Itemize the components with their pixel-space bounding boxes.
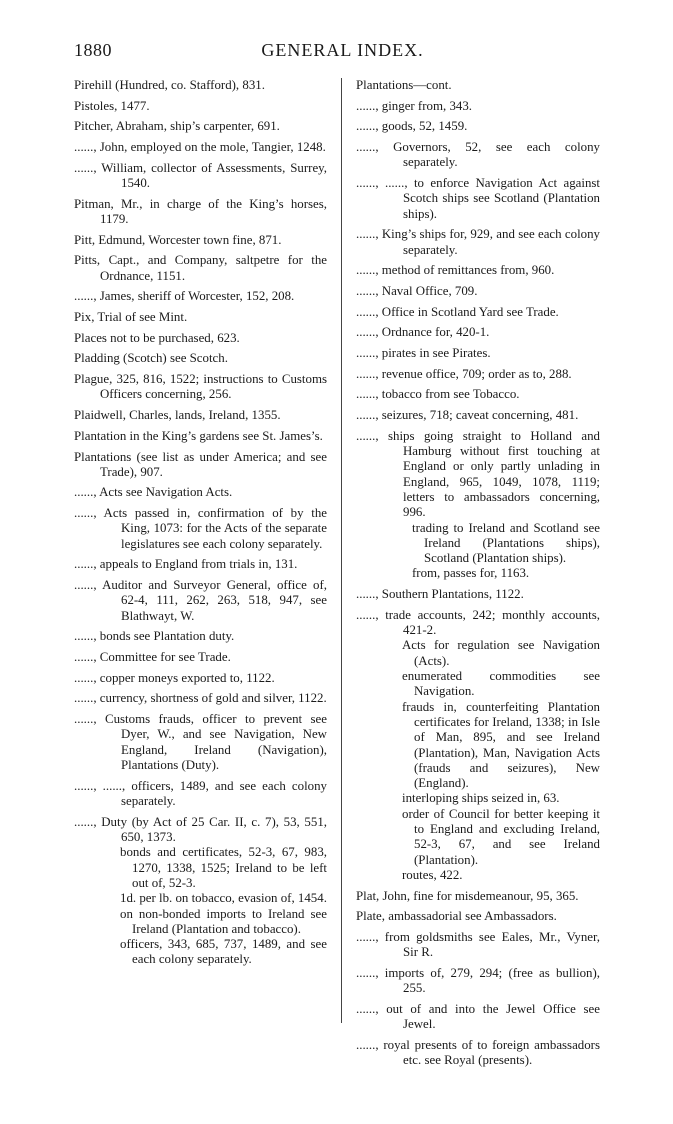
index-entry: ......, out of and into the Jewel Office see Jewel. (356, 1001, 600, 1032)
index-entry: ......, seizures, 718; caveat concerning, 481. (356, 408, 579, 423)
index-entry: ......, Acts see Navigation Acts. (74, 485, 233, 500)
index-entry: ......, John, employed on the mole, Tangier, 1248. (74, 140, 326, 155)
index-entry: Pitt, Edmund, Worcester town fine, 871. (74, 232, 282, 247)
index-entry: Pladding (Scotch) see Scotch. (74, 351, 228, 366)
index-entry: ......, Naval Office, 709. (356, 284, 478, 298)
index-entry: frauds in, counterfeiting Plantation certificates for Ireland, 1338; in Isle of Man, 895, and see Ireland (Plantation), Man, Navigation Acts (frauds and seizures), New (England). (402, 699, 600, 791)
index-entry: ......, revenue office, 709; order as to, 288. (356, 366, 572, 381)
index-entry: ......, tobacco from see Tobacco. (356, 387, 520, 402)
index-entry: ......, method of remittances from, 960. (356, 263, 555, 278)
index-entry: Pirehill (Hundred, co. Stafford), 831. (74, 78, 265, 92)
index-entry: Plantation in the King’s gardens see St. James’s. (74, 428, 323, 443)
index-entry: Places not to be purchased, 623. (74, 330, 240, 345)
index-entry: bonds and certificates, 52-3, 67, 983, 1270, 1338, 1525; Ireland to be left out of, 52-3. (120, 845, 327, 890)
index-entry: Pitcher, Abraham, ship’s carpenter, 691. (74, 119, 280, 134)
index-entry: ......, James, sheriff of Worcester, 152, 208. (74, 289, 295, 304)
index-entry: ......, Auditor and Surveyor General, office of, 62-4, 111, 262, 263, 518, 947, see Blathwayt, W. (74, 578, 327, 623)
page-number: 1880 (74, 40, 112, 60)
index-entry: ......, Southern Plantations, 1122. (356, 587, 524, 602)
index-entry: ......, goods, 52, 1459. (356, 119, 468, 134)
index-entry: Pistoles, 1477. (74, 98, 150, 113)
index-entry: officers, 343, 685, 737, 1489, and see each colony separately. (120, 937, 327, 967)
index-entry: ......, from goldsmiths see Eales, Mr., Vyner, Sir R. (356, 929, 600, 960)
index-entry: ......, Duty (by Act of 25 Car. II, c. 7), 53, 551, 650, 1373. (74, 814, 327, 845)
index-entry: enumerated commodities see Navigation. (402, 669, 600, 699)
index-entry: 1d. per lb. on tobacco, evasion of, 1454. (120, 891, 327, 906)
index-entry: ......, pirates in see Pirates. (356, 346, 491, 361)
index-entry: ......, Customs frauds, officer to prevent see Dyer, W., and see Navigation, New England, Ireland (Navigation), Plantations (Duty). (74, 712, 327, 773)
index-entry: ......, Committee for see Trade. (74, 650, 231, 665)
index-entry: Plantations (see list as under America; and see Trade), 907. (74, 449, 327, 479)
index-entry: interloping ships seized in, 63. (402, 791, 560, 806)
index-entry: ......, ginger from, 343. (356, 98, 472, 113)
index-entry: ......, ......, to enforce Navigation Act against Scotch ships see Scotland (Plantation ships). (356, 176, 600, 221)
index-entry: Plantations—cont. (356, 78, 452, 92)
column-divider (341, 78, 342, 1023)
index-entry: ......, Governors, 52, see each colony separately. (356, 140, 600, 170)
index-entry: Plate, ambassadorial see Ambassadors. (356, 909, 557, 924)
index-entry: Pitman, Mr., in charge of the King’s horses, 1179. (74, 196, 327, 227)
index-entry: Plague, 325, 816, 1522; instructions to Customs Officers concerning, 256. (74, 372, 327, 402)
index-entry: from, passes for, 1163. (412, 566, 530, 581)
index-entry: Pitts, Capt., and Company, saltpetre for the Ordnance, 1151. (74, 253, 327, 283)
running-head: GENERAL INDEX. (261, 40, 424, 60)
index-entry: ......, bonds see Plantation duty. (74, 629, 235, 644)
index-entry: Pix, Trial of see Mint. (74, 310, 188, 325)
index-entry: on non-bonded imports to Ireland see Ireland (Plantation and tobacco). (120, 906, 327, 936)
index-entry: ......, appeals to England from trials in, 131. (74, 557, 298, 572)
index-entry: ......, Ordnance for, 420-1. (356, 325, 490, 340)
index-column-left (74, 78, 327, 973)
index-entry: ......, imports of, 279, 294; (free as bullion), 255. (356, 965, 600, 996)
index-entry: ......, William, collector of Assessments, Surrey, 1540. (74, 160, 327, 191)
index-entry: order of Council for better keeping it to England and excluding Ireland, 52-3, 67, and see Ireland (Plantation). (402, 806, 600, 867)
index-entry: ......, Office in Scotland Yard see Trade. (356, 304, 559, 319)
index-entry: ......, copper moneys exported to, 1122. (74, 670, 275, 685)
index-entry: ......, trade accounts, 242; monthly accounts, 421-2. (356, 607, 600, 638)
index-entry: trading to Ireland and Scotland see Ireland (Plantations ships), Scotland (Plantation ships). (412, 520, 600, 566)
index-entry: ......, ......, officers, 1489, and see each colony separately. (74, 778, 327, 809)
index-entry: routes, 422. (402, 867, 463, 882)
index-entry: Plat, John, fine for misdemeanour, 95, 365. (356, 888, 579, 903)
index-entry: ......, King’s ships for, 929, and see each colony separately. (356, 227, 600, 257)
index-entry: ......, ships going straight to Holland and Hamburg without first touching at England or only partly unlading in England, 965, 1049, 1078, 1119; letters to ambassadors concerning, 996. (356, 428, 600, 520)
page-header (74, 40, 611, 70)
index-entry: ......, currency, shortness of gold and silver, 1122. (74, 691, 327, 706)
index-entry: ......, royal presents of to foreign ambassadors etc. see Royal (presents). (356, 1037, 600, 1068)
index-entry: Acts for regulation see Navigation (Acts). (402, 638, 600, 668)
index-entry: ......, Acts passed in, confirmation of by the King, 1073: for the Acts of the separate legislatures see each colony separately. (74, 506, 327, 551)
index-column-right (356, 78, 600, 1074)
index-entry: Plaidwell, Charles, lands, Ireland, 1355. (74, 408, 281, 423)
